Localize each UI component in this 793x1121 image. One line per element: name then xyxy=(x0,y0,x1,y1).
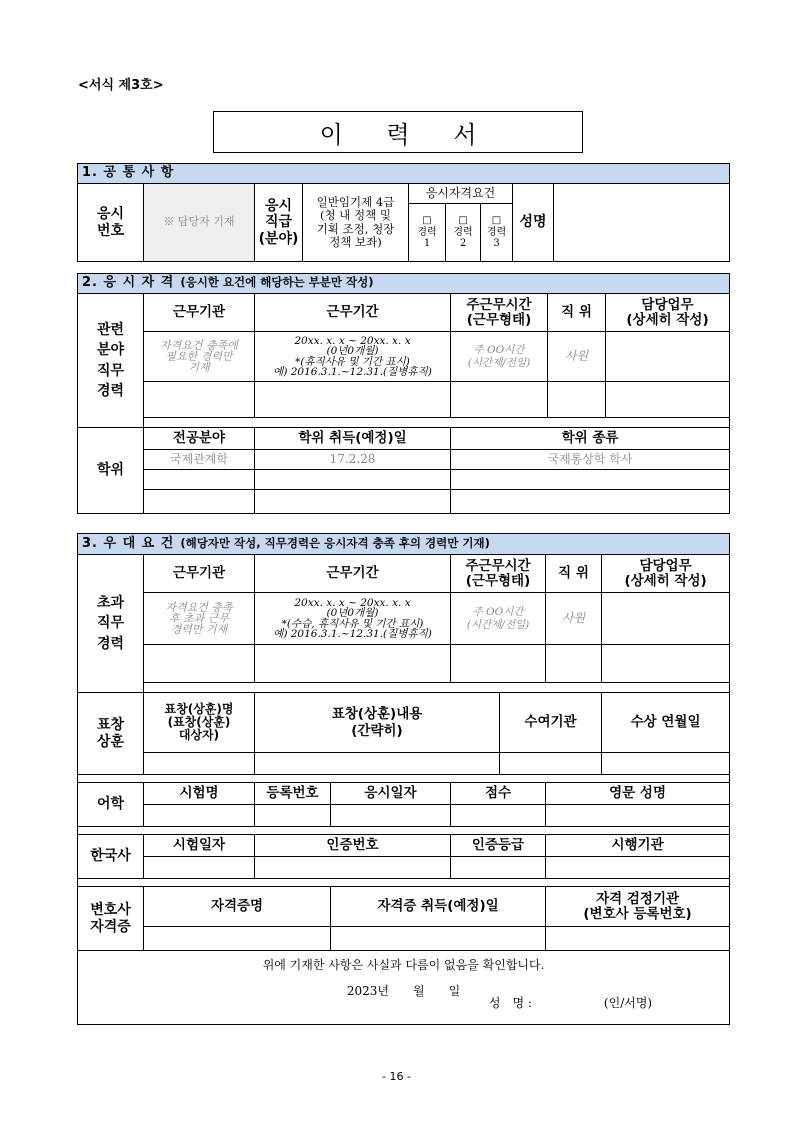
col-award-name: 표창(상훈)명 (표창(상훈) 대상자) xyxy=(144,693,255,753)
excess-cell[interactable] xyxy=(546,645,602,683)
award-cell[interactable] xyxy=(602,753,730,775)
career-agency-example[interactable]: 자격요건 충족에 필요한 경력만 기재 xyxy=(144,332,255,382)
col-degree-type: 학위 종류 xyxy=(451,428,730,450)
col-reg-number: 등록번호 xyxy=(255,783,331,805)
exam-number-value[interactable]: ※ 담당자 기재 xyxy=(144,184,255,262)
excess-hours-example[interactable]: 주 OO시간 (시간제/전일) xyxy=(451,593,546,645)
korean-history-label: 한국사 xyxy=(78,835,144,879)
excess-career-label: 초과 직무 경력 xyxy=(78,555,144,693)
col-cert-grade: 인증등급 xyxy=(451,835,546,857)
degree-cell[interactable] xyxy=(144,470,255,490)
col-license-date: 자격증 취득(예정)일 xyxy=(331,887,546,927)
lawyer-cell[interactable] xyxy=(546,927,730,951)
excess-duties-cell[interactable] xyxy=(602,593,730,645)
date-line: 2023년 월 일 xyxy=(346,983,461,998)
col-position: 직 위 xyxy=(548,294,606,332)
col-position: 직 위 xyxy=(546,555,602,593)
col-award-content: 표창(상훈)내용 (간략히) xyxy=(255,693,500,753)
section-1-table xyxy=(77,163,730,262)
career-cell[interactable] xyxy=(606,382,730,418)
lawyer-cell[interactable] xyxy=(331,927,546,951)
col-agency: 근무기관 xyxy=(144,294,255,332)
document-title: 이 력 서 xyxy=(213,111,583,153)
section-3-table xyxy=(77,533,730,1025)
history-cell[interactable] xyxy=(451,857,546,879)
degree-label: 학위 xyxy=(78,428,144,514)
career-cell[interactable] xyxy=(548,382,606,418)
language-cell[interactable] xyxy=(331,805,451,827)
col-test-date: 응시일자 xyxy=(331,783,451,805)
col-award-agency: 수여기관 xyxy=(500,693,602,753)
excess-cell[interactable] xyxy=(255,645,451,683)
language-cell[interactable] xyxy=(451,805,546,827)
career-position-example[interactable]: 사원 xyxy=(548,332,606,382)
requirement-label: 응시자격요건 xyxy=(409,184,513,204)
language-cell[interactable] xyxy=(255,805,331,827)
col-duties: 담당업무 (상세히 작성) xyxy=(602,555,730,593)
award-cell[interactable] xyxy=(255,753,500,775)
language-label: 어학 xyxy=(78,783,144,827)
language-cell[interactable] xyxy=(546,805,730,827)
requirement-career-1-checkbox[interactable]: □ 경력 1 xyxy=(409,204,446,262)
lawyer-cell[interactable] xyxy=(144,927,331,951)
history-cell[interactable] xyxy=(546,857,730,879)
career-cell[interactable] xyxy=(255,382,451,418)
name-label: 성명 xyxy=(513,184,554,262)
section-3-title: 3. 우 대 요 건 (해당자만 작성, 직무경력은 응시자격 충족 후의 경력만 기재) xyxy=(78,534,730,555)
col-english-name: 영문 성명 xyxy=(546,783,730,805)
career-cell[interactable] xyxy=(451,382,548,418)
degree-cell[interactable] xyxy=(451,470,730,490)
excess-position-example[interactable]: 사원 xyxy=(546,593,602,645)
career-period-example[interactable]: 20xx. x. x ~ 20xx. x. x (0년0개월) *(휴직사유 및 기간 표시) 예) 2016.3.1.~12.31.(질병휴직) xyxy=(255,332,451,382)
section-2-title: 2. 응 시 자 격 (응시한 요건에 해당하는 부분만 작성) xyxy=(78,274,730,294)
degree-cell[interactable] xyxy=(144,490,255,514)
degree-type-value[interactable]: 국제통상학 학사 xyxy=(451,450,730,470)
award-cell[interactable] xyxy=(500,753,602,775)
col-period: 근무기간 xyxy=(255,294,451,332)
col-license-agency: 자격 검정기관 (변호사 등록번호) xyxy=(546,887,730,927)
col-test-name: 시험명 xyxy=(144,783,255,805)
grade-label: 응시 직급 (분야) xyxy=(255,184,303,262)
requirement-career-2-checkbox[interactable]: □ 경력 2 xyxy=(446,204,481,262)
language-cell[interactable] xyxy=(144,805,255,827)
degree-cell[interactable] xyxy=(255,470,451,490)
history-cell[interactable] xyxy=(255,857,451,879)
excess-cell[interactable] xyxy=(602,645,730,683)
name-value[interactable] xyxy=(554,184,730,262)
section-1-title: 1. 공 통 사 항 xyxy=(78,164,730,184)
col-license-name: 자격증명 xyxy=(144,887,331,927)
confirmation-text: 위에 기재한 사항은 사실과 다름이 없음을 확인합니다. xyxy=(262,958,545,972)
degree-cell[interactable] xyxy=(255,490,451,514)
col-duties: 담당업무 (상세히 작성) xyxy=(606,294,730,332)
col-period: 근무기간 xyxy=(255,555,451,593)
col-award-date: 수상 연월일 xyxy=(602,693,730,753)
career-label: 관련 분야 직무 경력 xyxy=(78,294,144,428)
grade-value: 일반임기제 4급 (청 내 정책 및 기획 조정, 청장 정책 보좌) xyxy=(303,184,409,262)
award-label: 표창 상훈 xyxy=(78,693,144,775)
career-hours-example[interactable]: 주 OO시간 (시간제/전일) xyxy=(451,332,548,382)
excess-cell[interactable] xyxy=(451,645,546,683)
excess-period-example[interactable]: 20xx. x. x ~ 20xx. x. x (0년0개월) *(수습, 휴직사유 및 기간 표시) 예) 2016.3.1.~12.31.(질병휴직) xyxy=(255,593,451,645)
signature-line[interactable]: 성 명 : (인/서명) xyxy=(488,995,653,1010)
requirement-career-3-checkbox[interactable]: □ 경력 3 xyxy=(481,204,513,262)
col-major: 전공분야 xyxy=(144,428,255,450)
col-score: 점수 xyxy=(451,783,546,805)
lawyer-label: 변호사 자격증 xyxy=(78,887,144,951)
col-hours: 주근무시간 (근무형태) xyxy=(451,294,548,332)
page-number: - 16 - xyxy=(382,1070,411,1083)
col-hist-date: 시험일자 xyxy=(144,835,255,857)
confirmation-block xyxy=(78,951,730,1025)
col-agency: 근무기관 xyxy=(144,555,255,593)
section-2-table xyxy=(77,273,730,514)
degree-major-value[interactable]: 국제관계학 xyxy=(144,450,255,470)
exam-number-label: 응시 번호 xyxy=(78,184,144,262)
award-cell[interactable] xyxy=(144,753,255,775)
career-duties-cell[interactable] xyxy=(606,332,730,382)
col-cert-number: 인증번호 xyxy=(255,835,451,857)
col-degree-date: 학위 취득(예정)일 xyxy=(255,428,451,450)
career-cell[interactable] xyxy=(144,382,255,418)
col-hours: 주근무시간 (근무형태) xyxy=(451,555,546,593)
excess-cell[interactable] xyxy=(144,645,255,683)
history-cell[interactable] xyxy=(144,857,255,879)
col-hist-agency: 시행기관 xyxy=(546,835,730,857)
degree-cell[interactable] xyxy=(451,490,730,514)
degree-date-value[interactable]: 17.2.28 xyxy=(255,450,451,470)
form-number: <서식 제3호> xyxy=(78,78,164,93)
excess-agency-example[interactable]: 자격요건 충족 후 초과 근무 경력만 기재 xyxy=(144,593,255,645)
